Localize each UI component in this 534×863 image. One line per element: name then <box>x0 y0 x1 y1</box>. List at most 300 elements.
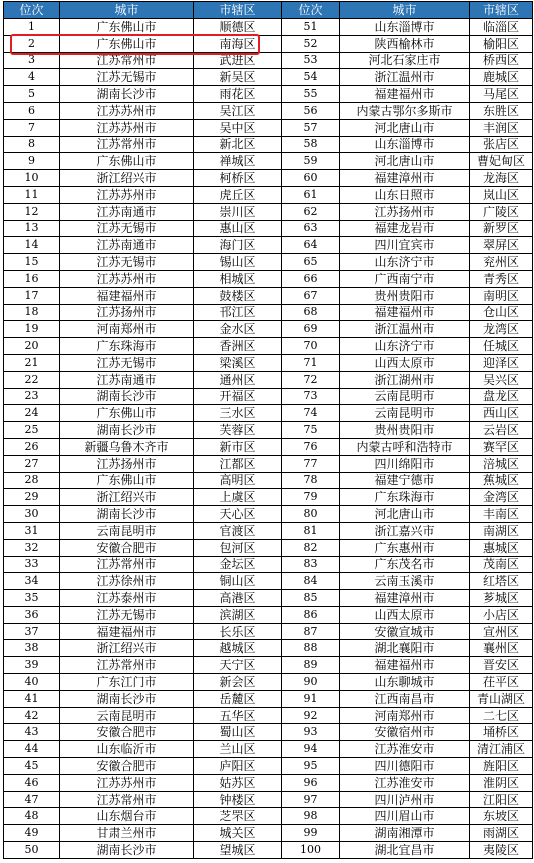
cell-city: 山东日照市 <box>340 186 470 203</box>
cell-rank: 74 <box>282 405 340 422</box>
cell-rank: 100 <box>282 842 340 859</box>
table-row <box>4 69 533 86</box>
cell-city: 福建漳州市 <box>340 590 470 607</box>
cell-district: 南海区 <box>194 35 282 52</box>
cell-district: 迎泽区 <box>470 354 533 371</box>
cell-district: 海门区 <box>194 237 282 254</box>
cell-rank: 39 <box>4 657 60 674</box>
header-city: 城市 <box>340 2 470 19</box>
cell-rank: 33 <box>4 556 60 573</box>
table-row <box>4 405 533 422</box>
cell-rank: 23 <box>4 388 60 405</box>
table-row <box>4 791 533 808</box>
cell-city: 贵州贵阳市 <box>340 287 470 304</box>
cell-city: 广东茂名市 <box>340 556 470 573</box>
cell-rank: 3 <box>4 52 60 69</box>
ranking-table <box>3 1 533 859</box>
cell-rank: 35 <box>4 590 60 607</box>
table-row <box>4 606 533 623</box>
cell-rank: 89 <box>282 657 340 674</box>
cell-city: 河北唐山市 <box>340 119 470 136</box>
cell-rank: 72 <box>282 371 340 388</box>
cell-city: 江苏苏州市 <box>60 270 194 287</box>
header-district: 市辖区 <box>470 2 533 19</box>
cell-city: 湖北襄阳市 <box>340 640 470 657</box>
cell-district: 龙海区 <box>470 170 533 187</box>
table-row <box>4 707 533 724</box>
table-row <box>4 741 533 758</box>
cell-city: 江苏无锡市 <box>60 220 194 237</box>
cell-rank: 92 <box>282 707 340 724</box>
cell-city: 福建宁德市 <box>340 472 470 489</box>
cell-district: 襄州区 <box>470 640 533 657</box>
cell-rank: 5 <box>4 86 60 103</box>
cell-district: 青山湖区 <box>470 690 533 707</box>
cell-rank: 60 <box>282 170 340 187</box>
cell-rank: 6 <box>4 102 60 119</box>
cell-city: 江苏常州市 <box>60 136 194 153</box>
cell-city: 安徽宿州市 <box>340 724 470 741</box>
cell-district: 赛罕区 <box>470 438 533 455</box>
table-row <box>4 304 533 321</box>
cell-district: 鼓楼区 <box>194 287 282 304</box>
table-row <box>4 86 533 103</box>
cell-city: 河北唐山市 <box>340 153 470 170</box>
table-row <box>4 455 533 472</box>
cell-district: 惠城区 <box>470 539 533 556</box>
cell-rank: 47 <box>4 791 60 808</box>
cell-city: 江苏南通市 <box>60 371 194 388</box>
cell-city: 湖南长沙市 <box>60 506 194 523</box>
cell-city: 浙江嘉兴市 <box>340 522 470 539</box>
cell-district: 张店区 <box>470 136 533 153</box>
cell-city: 福建福州市 <box>340 304 470 321</box>
cell-district: 新市区 <box>194 438 282 455</box>
cell-city: 四川德阳市 <box>340 758 470 775</box>
cell-district: 翠屏区 <box>470 237 533 254</box>
cell-district: 岳麓区 <box>194 690 282 707</box>
cell-district: 旌阳区 <box>470 758 533 775</box>
cell-district: 夷陵区 <box>470 842 533 859</box>
table-row <box>4 590 533 607</box>
cell-district: 三水区 <box>194 405 282 422</box>
cell-city: 福建福州市 <box>60 623 194 640</box>
cell-rank: 96 <box>282 774 340 791</box>
cell-district: 顺德区 <box>194 19 282 36</box>
cell-city: 四川绵阳市 <box>340 455 470 472</box>
cell-rank: 22 <box>4 371 60 388</box>
cell-city: 江苏无锡市 <box>60 606 194 623</box>
cell-city: 湖南长沙市 <box>60 690 194 707</box>
cell-rank: 1 <box>4 19 60 36</box>
cell-district: 涪城区 <box>470 455 533 472</box>
cell-city: 四川眉山市 <box>340 808 470 825</box>
cell-city: 江苏苏州市 <box>60 774 194 791</box>
table-row <box>4 489 533 506</box>
cell-rank: 40 <box>4 674 60 691</box>
cell-rank: 70 <box>282 338 340 355</box>
table-row <box>4 136 533 153</box>
table-row <box>4 19 533 36</box>
table-body <box>4 19 533 859</box>
cell-district: 桥西区 <box>470 52 533 69</box>
table-row <box>4 623 533 640</box>
cell-rank: 69 <box>282 321 340 338</box>
cell-rank: 17 <box>4 287 60 304</box>
cell-district: 蕉城区 <box>470 472 533 489</box>
cell-city: 云南昆明市 <box>340 405 470 422</box>
cell-district: 西山区 <box>470 405 533 422</box>
cell-city: 江西南昌市 <box>340 690 470 707</box>
cell-city: 河南郑州市 <box>340 707 470 724</box>
cell-rank: 76 <box>282 438 340 455</box>
table-row <box>4 825 533 842</box>
cell-city: 广西南宁市 <box>340 270 470 287</box>
cell-rank: 54 <box>282 69 340 86</box>
cell-district: 长乐区 <box>194 623 282 640</box>
cell-district: 望城区 <box>194 842 282 859</box>
cell-city: 安徽宣城市 <box>340 623 470 640</box>
cell-district: 通州区 <box>194 371 282 388</box>
cell-district: 芗城区 <box>470 590 533 607</box>
cell-district: 城关区 <box>194 825 282 842</box>
cell-district: 小店区 <box>470 606 533 623</box>
cell-rank: 58 <box>282 136 340 153</box>
cell-district: 庐阳区 <box>194 758 282 775</box>
table-row <box>4 186 533 203</box>
cell-district: 高明区 <box>194 472 282 489</box>
table-row <box>4 270 533 287</box>
cell-rank: 91 <box>282 690 340 707</box>
cell-city: 山东济宁市 <box>340 254 470 271</box>
cell-district: 清江浦区 <box>470 741 533 758</box>
cell-district: 天宁区 <box>194 657 282 674</box>
cell-rank: 48 <box>4 808 60 825</box>
table-header-row <box>4 2 533 19</box>
cell-city: 山东淄博市 <box>340 136 470 153</box>
cell-district: 雨花区 <box>194 86 282 103</box>
cell-rank: 86 <box>282 606 340 623</box>
cell-city: 湖南长沙市 <box>60 842 194 859</box>
cell-district: 开福区 <box>194 388 282 405</box>
cell-rank: 31 <box>4 522 60 539</box>
cell-city: 新疆乌鲁木齐市 <box>60 438 194 455</box>
table-row <box>4 758 533 775</box>
cell-district: 埇桥区 <box>470 724 533 741</box>
cell-rank: 71 <box>282 354 340 371</box>
cell-rank: 20 <box>4 338 60 355</box>
cell-district: 南湖区 <box>470 522 533 539</box>
cell-district: 蜀山区 <box>194 724 282 741</box>
cell-rank: 95 <box>282 758 340 775</box>
cell-rank: 34 <box>4 573 60 590</box>
cell-district: 仓山区 <box>470 304 533 321</box>
cell-city: 广东佛山市 <box>60 153 194 170</box>
cell-city: 广东佛山市 <box>60 472 194 489</box>
cell-city: 安徽合肥市 <box>60 539 194 556</box>
table-row <box>4 573 533 590</box>
cell-rank: 21 <box>4 354 60 371</box>
cell-rank: 73 <box>282 388 340 405</box>
cell-district: 吴中区 <box>194 119 282 136</box>
cell-city: 浙江绍兴市 <box>60 640 194 657</box>
cell-rank: 64 <box>282 237 340 254</box>
cell-city: 山东聊城市 <box>340 674 470 691</box>
cell-city: 浙江绍兴市 <box>60 170 194 187</box>
table-row <box>4 808 533 825</box>
cell-district: 金坛区 <box>194 556 282 573</box>
cell-rank: 90 <box>282 674 340 691</box>
cell-district: 铜山区 <box>194 573 282 590</box>
cell-rank: 93 <box>282 724 340 741</box>
cell-district: 五华区 <box>194 707 282 724</box>
cell-district: 钟楼区 <box>194 791 282 808</box>
cell-city: 四川宜宾市 <box>340 237 470 254</box>
cell-district: 曹妃甸区 <box>470 153 533 170</box>
cell-district: 新会区 <box>194 674 282 691</box>
table-row <box>4 674 533 691</box>
cell-rank: 85 <box>282 590 340 607</box>
cell-rank: 65 <box>282 254 340 271</box>
table-row <box>4 388 533 405</box>
cell-district: 禅城区 <box>194 153 282 170</box>
cell-rank: 29 <box>4 489 60 506</box>
cell-rank: 30 <box>4 506 60 523</box>
cell-rank: 15 <box>4 254 60 271</box>
cell-rank: 98 <box>282 808 340 825</box>
cell-city: 江苏苏州市 <box>60 119 194 136</box>
cell-rank: 88 <box>282 640 340 657</box>
table-row <box>4 102 533 119</box>
table-row <box>4 690 533 707</box>
cell-rank: 67 <box>282 287 340 304</box>
cell-city: 湖南长沙市 <box>60 388 194 405</box>
cell-city: 甘肃兰州市 <box>60 825 194 842</box>
cell-district: 雨湖区 <box>470 825 533 842</box>
cell-city: 福建福州市 <box>340 86 470 103</box>
cell-city: 陕西榆林市 <box>340 35 470 52</box>
table-row <box>4 170 533 187</box>
cell-city: 河北石家庄市 <box>340 52 470 69</box>
cell-rank: 9 <box>4 153 60 170</box>
table-row <box>4 438 533 455</box>
table-row <box>4 539 533 556</box>
cell-city: 江苏徐州市 <box>60 573 194 590</box>
cell-district: 柯桥区 <box>194 170 282 187</box>
table-row <box>4 52 533 69</box>
cell-district: 吴兴区 <box>470 371 533 388</box>
cell-city: 安徽合肥市 <box>60 724 194 741</box>
cell-city: 河北唐山市 <box>340 506 470 523</box>
cell-city: 江苏泰州市 <box>60 590 194 607</box>
cell-city: 江苏淮安市 <box>340 741 470 758</box>
cell-district: 茂南区 <box>470 556 533 573</box>
cell-rank: 49 <box>4 825 60 842</box>
cell-city: 贵州贵阳市 <box>340 422 470 439</box>
cell-district: 姑苏区 <box>194 774 282 791</box>
cell-district: 包河区 <box>194 539 282 556</box>
cell-rank: 82 <box>282 539 340 556</box>
cell-city: 江苏无锡市 <box>60 254 194 271</box>
cell-city: 江苏南通市 <box>60 203 194 220</box>
cell-city: 福建福州市 <box>340 657 470 674</box>
table-row <box>4 640 533 657</box>
cell-city: 浙江温州市 <box>340 69 470 86</box>
cell-city: 江苏苏州市 <box>60 102 194 119</box>
cell-rank: 32 <box>4 539 60 556</box>
cell-district: 茌平区 <box>470 674 533 691</box>
table-row <box>4 371 533 388</box>
cell-district: 新北区 <box>194 136 282 153</box>
cell-district: 南明区 <box>470 287 533 304</box>
cell-rank: 79 <box>282 489 340 506</box>
cell-district: 二七区 <box>470 707 533 724</box>
cell-city: 山东临沂市 <box>60 741 194 758</box>
cell-city: 江苏常州市 <box>60 52 194 69</box>
cell-rank: 51 <box>282 19 340 36</box>
cell-city: 内蒙古鄂尔多斯市 <box>340 102 470 119</box>
cell-rank: 62 <box>282 203 340 220</box>
cell-rank: 16 <box>4 270 60 287</box>
cell-district: 天心区 <box>194 506 282 523</box>
cell-rank: 75 <box>282 422 340 439</box>
cell-city: 广东珠海市 <box>340 489 470 506</box>
cell-rank: 10 <box>4 170 60 187</box>
cell-district: 兰山区 <box>194 741 282 758</box>
cell-city: 湖南湘潭市 <box>340 825 470 842</box>
cell-city: 广东佛山市 <box>60 405 194 422</box>
table-row <box>4 35 533 52</box>
cell-rank: 7 <box>4 119 60 136</box>
table-row <box>4 338 533 355</box>
cell-district: 芙蓉区 <box>194 422 282 439</box>
cell-district: 云岩区 <box>470 422 533 439</box>
cell-city: 福建漳州市 <box>340 170 470 187</box>
cell-rank: 4 <box>4 69 60 86</box>
cell-rank: 66 <box>282 270 340 287</box>
cell-district: 龙湾区 <box>470 321 533 338</box>
cell-city: 内蒙古呼和浩特市 <box>340 438 470 455</box>
table-row <box>4 472 533 489</box>
cell-rank: 19 <box>4 321 60 338</box>
cell-district: 官渡区 <box>194 522 282 539</box>
table-row <box>4 119 533 136</box>
cell-city: 江苏淮安市 <box>340 774 470 791</box>
cell-district: 香洲区 <box>194 338 282 355</box>
cell-rank: 87 <box>282 623 340 640</box>
cell-rank: 26 <box>4 438 60 455</box>
cell-city: 云南玉溪市 <box>340 573 470 590</box>
cell-district: 金湾区 <box>470 489 533 506</box>
table-row <box>4 237 533 254</box>
cell-district: 广陵区 <box>470 203 533 220</box>
cell-city: 江苏南通市 <box>60 237 194 254</box>
header-rank: 位次 <box>4 2 60 19</box>
cell-city: 湖南长沙市 <box>60 86 194 103</box>
cell-district: 青秀区 <box>470 270 533 287</box>
cell-city: 四川泸州市 <box>340 791 470 808</box>
cell-city: 安徽合肥市 <box>60 758 194 775</box>
table-row <box>4 522 533 539</box>
cell-district: 岚山区 <box>470 186 533 203</box>
table-row <box>4 220 533 237</box>
cell-rank: 41 <box>4 690 60 707</box>
cell-city: 江苏无锡市 <box>60 69 194 86</box>
cell-rank: 43 <box>4 724 60 741</box>
cell-district: 金水区 <box>194 321 282 338</box>
cell-city: 云南昆明市 <box>60 707 194 724</box>
cell-district: 宣州区 <box>470 623 533 640</box>
cell-district: 邗江区 <box>194 304 282 321</box>
cell-city: 浙江绍兴市 <box>60 489 194 506</box>
cell-rank: 8 <box>4 136 60 153</box>
cell-city: 浙江温州市 <box>340 321 470 338</box>
cell-city: 山东淄博市 <box>340 19 470 36</box>
table-row <box>4 153 533 170</box>
cell-rank: 2 <box>4 35 60 52</box>
table-row <box>4 203 533 220</box>
cell-rank: 94 <box>282 741 340 758</box>
cell-rank: 14 <box>4 237 60 254</box>
cell-district: 江都区 <box>194 455 282 472</box>
cell-district: 滨湖区 <box>194 606 282 623</box>
cell-city: 江苏常州市 <box>60 556 194 573</box>
cell-city: 云南昆明市 <box>60 522 194 539</box>
table-row <box>4 556 533 573</box>
cell-rank: 37 <box>4 623 60 640</box>
cell-city: 福建龙岩市 <box>340 220 470 237</box>
cell-city: 江苏常州市 <box>60 791 194 808</box>
table-row <box>4 254 533 271</box>
cell-city: 广东惠州市 <box>340 539 470 556</box>
cell-district: 马尾区 <box>470 86 533 103</box>
cell-rank: 63 <box>282 220 340 237</box>
cell-city: 江苏苏州市 <box>60 186 194 203</box>
cell-district: 晋安区 <box>470 657 533 674</box>
cell-city: 山西太原市 <box>340 354 470 371</box>
cell-rank: 25 <box>4 422 60 439</box>
cell-rank: 44 <box>4 741 60 758</box>
cell-district: 临淄区 <box>470 19 533 36</box>
cell-district: 越城区 <box>194 640 282 657</box>
header-city: 城市 <box>60 2 194 19</box>
cell-rank: 24 <box>4 405 60 422</box>
cell-rank: 57 <box>282 119 340 136</box>
cell-district: 梁溪区 <box>194 354 282 371</box>
cell-city: 湖南长沙市 <box>60 422 194 439</box>
cell-district: 惠山区 <box>194 220 282 237</box>
cell-city: 广东佛山市 <box>60 35 194 52</box>
cell-city: 浙江湖州市 <box>340 371 470 388</box>
cell-rank: 53 <box>282 52 340 69</box>
cell-city: 江苏无锡市 <box>60 354 194 371</box>
cell-district: 新罗区 <box>470 220 533 237</box>
table-row <box>4 774 533 791</box>
cell-rank: 13 <box>4 220 60 237</box>
cell-city: 福建福州市 <box>60 287 194 304</box>
cell-district: 兖州区 <box>470 254 533 271</box>
cell-rank: 84 <box>282 573 340 590</box>
table-row <box>4 354 533 371</box>
cell-district: 江阳区 <box>470 791 533 808</box>
table-row <box>4 842 533 859</box>
cell-district: 任城区 <box>470 338 533 355</box>
cell-district: 锡山区 <box>194 254 282 271</box>
cell-rank: 11 <box>4 186 60 203</box>
cell-rank: 56 <box>282 102 340 119</box>
cell-rank: 46 <box>4 774 60 791</box>
cell-city: 广东江门市 <box>60 674 194 691</box>
